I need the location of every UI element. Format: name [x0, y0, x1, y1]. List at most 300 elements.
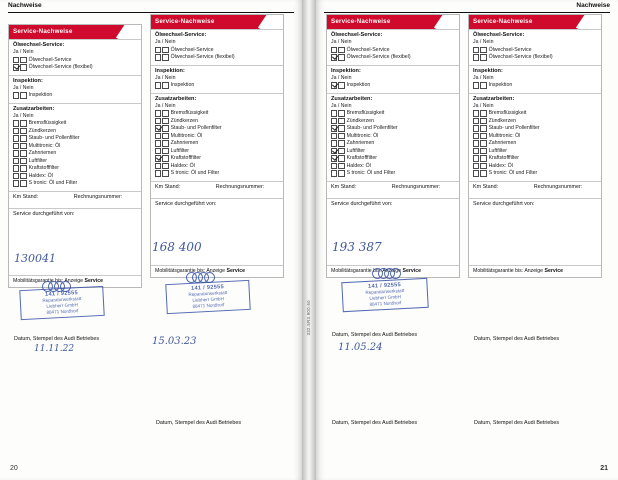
- section-title-inspection: Inspektion:: [155, 67, 185, 74]
- option-label: Multitronic: Öl: [488, 132, 521, 139]
- service-performed-by-label: [9, 208, 141, 219]
- option-multitronic-oil[interactable]: [331, 133, 455, 140]
- checkbox-nein[interactable]: [20, 143, 26, 149]
- option-brake-fluid[interactable]: [331, 110, 455, 117]
- workshop-stamp-2: [165, 280, 250, 314]
- card-title: Service-Nachweise: [473, 18, 533, 25]
- option-oil-service-flex[interactable]: [473, 54, 597, 61]
- card-header: [327, 15, 459, 29]
- invoice-number-field[interactable]: [212, 182, 283, 198]
- checkbox-nein[interactable]: [162, 125, 168, 131]
- option-label: Luftfilter: [28, 157, 48, 164]
- checkbox-ja[interactable]: [13, 57, 19, 63]
- mobility-service-word: Service: [226, 267, 245, 274]
- section-title-extra: Zusatzarbeiten:: [13, 105, 55, 112]
- ja-nein-label: Ja / Nein: [473, 39, 494, 45]
- option-label: Bremsflüssigkeit: [346, 110, 385, 116]
- option-label: Ölwechsel-Service (flexibel): [488, 54, 553, 60]
- section-extra-work: [327, 93, 459, 181]
- stamp-line-4: 88471 Nordhorf: [46, 308, 79, 315]
- option-timing-belt[interactable]: [473, 140, 597, 147]
- option-label: Zündkerzen: [488, 117, 516, 124]
- checkbox-nein[interactable]: [20, 150, 26, 156]
- option-label: Ölwechsel-Service: [488, 46, 532, 53]
- datum-stempel-label-1: Datum, Stempel des Audi Betriebes: [14, 336, 100, 342]
- checkbox-nein[interactable]: [162, 133, 168, 139]
- option-brake-fluid[interactable]: [13, 120, 137, 127]
- option-timing-belt[interactable]: [13, 150, 137, 157]
- checkbox-nein[interactable]: [338, 170, 344, 176]
- checkbox-nein[interactable]: [480, 170, 486, 176]
- option-inspection[interactable]: [155, 82, 279, 89]
- ja-nein-label: Ja / Nein: [331, 74, 352, 81]
- option-oil-service-flex[interactable]: [13, 64, 137, 71]
- option-air-filter[interactable]: [13, 158, 137, 165]
- option-fuel-filter[interactable]: [13, 165, 137, 172]
- option-stronic-oil-filter[interactable]: [13, 180, 137, 187]
- handwritten-date-2: 15.03.23: [152, 336, 197, 347]
- checkbox-nein[interactable]: [338, 110, 344, 116]
- section-extra-work: [469, 93, 601, 181]
- checkbox-nein[interactable]: [338, 140, 344, 146]
- option-dust-pollen-filter[interactable]: [155, 125, 279, 132]
- ja-nein-label: Ja / Nein: [331, 102, 352, 109]
- section-title-inspection: Inspektion:: [13, 77, 43, 84]
- option-label: Kraftstofffilter: [170, 155, 201, 161]
- option-oil-service[interactable]: [155, 47, 279, 54]
- ja-nein-label: Ja / Nein: [13, 49, 34, 55]
- option-label: Inspektion: [346, 82, 371, 88]
- checkbox-ja[interactable]: [473, 54, 479, 60]
- checkbox-nein[interactable]: [480, 125, 486, 131]
- km-stand-field[interactable]: [151, 182, 212, 198]
- section-title-extra: Zusatzarbeiten:: [331, 95, 373, 102]
- option-inspection[interactable]: [13, 92, 137, 99]
- option-label: Bremsflüssigkeit: [488, 110, 527, 116]
- checkbox-nein[interactable]: [162, 155, 168, 161]
- option-label: Ölwechsel-Service: [28, 56, 72, 63]
- checkbox-ja[interactable]: [331, 47, 337, 53]
- option-label: Multitronic: Öl: [346, 132, 379, 139]
- checkbox-nein[interactable]: [162, 110, 168, 116]
- checkbox-ja[interactable]: [13, 165, 19, 171]
- option-brake-fluid[interactable]: [473, 110, 597, 117]
- stamp-line-2: Reparaturwerkstatt: [365, 287, 405, 296]
- checkbox-ja[interactable]: [155, 140, 161, 146]
- service-performed-by-label: [469, 198, 601, 209]
- checkbox-ja[interactable]: [473, 163, 479, 169]
- ja-nein-label: Ja / Nein: [331, 39, 352, 45]
- checkbox-ja[interactable]: [13, 135, 19, 141]
- checkbox-nein[interactable]: [20, 64, 26, 70]
- checkbox-nein[interactable]: [480, 163, 486, 169]
- section-title-oil: Ölwechsel-Service:: [13, 42, 65, 48]
- stamp-line-2: Reparaturwerkstatt: [188, 289, 228, 298]
- option-dust-pollen-filter[interactable]: [473, 125, 597, 132]
- ja-nein-label: Ja / Nein: [155, 74, 176, 81]
- checkbox-nein[interactable]: [338, 54, 344, 60]
- service-done-text: Service durchgeführt von:: [331, 200, 393, 207]
- checkbox-ja[interactable]: [331, 125, 337, 131]
- checkbox-ja[interactable]: [155, 170, 161, 176]
- card-title: Service-Nachweise: [13, 28, 73, 35]
- option-label: S tronic: Öl und Filter: [346, 170, 396, 176]
- option-label: Kraftstofffilter: [488, 155, 519, 161]
- checkbox-ja[interactable]: [331, 155, 337, 161]
- checkbox-ja[interactable]: [473, 148, 479, 154]
- option-label: Zündkerzen: [346, 117, 374, 124]
- option-label: Haldex: Öl: [346, 162, 371, 169]
- service-record-card-4[interactable]: [468, 14, 602, 278]
- page-left: [0, 0, 302, 480]
- mobility-label: Mobilitätsgarantie bis: Anzeige: [13, 277, 85, 284]
- stamp-line-2: Reparaturwerkstatt: [42, 295, 82, 304]
- card-title: Service-Nachweise: [155, 18, 215, 25]
- option-oil-service-flex[interactable]: [155, 54, 279, 61]
- datum-stempel-label-3: Datum, Stempel des Audi Betriebes: [332, 332, 418, 338]
- checkbox-ja[interactable]: [331, 118, 337, 124]
- option-stronic-oil-filter[interactable]: [473, 170, 597, 177]
- ja-nein-label: Ja / Nein: [155, 102, 176, 109]
- invoice-number-field[interactable]: [388, 182, 459, 198]
- option-haldex-oil[interactable]: [331, 163, 455, 170]
- option-dust-pollen-filter[interactable]: [331, 125, 455, 132]
- checkbox-ja[interactable]: [331, 163, 337, 169]
- option-label: Luftfilter: [346, 147, 366, 154]
- checkbox-nein[interactable]: [480, 118, 486, 124]
- mobility-label: Mobilitätsgarantie bis: Anzeige: [331, 267, 403, 274]
- option-label: Haldex: Öl: [488, 162, 513, 169]
- mobility-service-word: Service: [544, 267, 563, 274]
- stamp-line-3: Liebherr GmbH: [46, 302, 78, 309]
- service-record-card-3[interactable]: [326, 14, 460, 278]
- option-label: Inspektion: [488, 82, 513, 88]
- option-haldex-oil[interactable]: [155, 163, 279, 170]
- option-label: Luftfilter: [170, 147, 190, 154]
- service-performed-by-label: [327, 198, 459, 209]
- km-invoice-row: [327, 181, 459, 198]
- km-invoice-row: [469, 181, 601, 198]
- checkbox-ja[interactable]: [155, 82, 161, 88]
- option-label: Inspektion: [170, 82, 195, 88]
- checkbox-ja[interactable]: [473, 118, 479, 124]
- stamp-line-1: 141 / 92555: [44, 290, 79, 298]
- checkbox-nein[interactable]: [162, 118, 168, 124]
- workshop-stamp-3: [341, 278, 428, 312]
- option-fuel-filter[interactable]: [473, 155, 597, 162]
- checkbox-ja[interactable]: [13, 150, 19, 156]
- option-label: Haldex: Öl: [170, 162, 195, 169]
- page-gutter: [302, 0, 316, 480]
- invoice-number-label: Rechnungsnummer:: [391, 183, 441, 190]
- option-spark-plugs[interactable]: [13, 128, 137, 135]
- checkbox-ja[interactable]: [13, 180, 19, 186]
- option-label: Luftfilter: [488, 147, 508, 154]
- section-title-inspection: Inspektion:: [473, 67, 503, 74]
- checkbox-nein[interactable]: [480, 110, 486, 116]
- option-oil-service[interactable]: [473, 47, 597, 54]
- ja-nein-label: Ja / Nein: [473, 102, 494, 109]
- section-extra-work: [9, 103, 141, 191]
- checkbox-nein[interactable]: [480, 148, 486, 154]
- service-done-text: Service durchgeführt von:: [13, 210, 75, 217]
- checkbox-nein[interactable]: [162, 140, 168, 146]
- section-inspection: [151, 65, 283, 93]
- km-stand-label: Km Stand:: [473, 183, 499, 190]
- option-label: Bremsflüssigkeit: [28, 120, 67, 126]
- mobility-label: Mobilitätsgarantie bis: Anzeige: [155, 267, 227, 274]
- option-label: Multitronic: Öl: [170, 132, 203, 139]
- ja-nein-label: Ja / Nein: [155, 39, 176, 45]
- option-label: Ölwechsel-Service (flexibel): [28, 64, 93, 70]
- option-oil-service[interactable]: [13, 57, 137, 64]
- checkbox-ja[interactable]: [473, 110, 479, 116]
- checkbox-ja[interactable]: [155, 148, 161, 154]
- checkbox-ja[interactable]: [155, 118, 161, 124]
- option-timing-belt[interactable]: [155, 140, 279, 147]
- section-oil-service: [9, 39, 141, 75]
- invoice-number-label: Rechnungsnummer:: [215, 183, 265, 190]
- checkbox-nein[interactable]: [480, 82, 486, 88]
- header-rule-left: [8, 12, 294, 13]
- option-label: Staub- und Pollenfilter: [170, 125, 222, 131]
- option-oil-service-flex[interactable]: [331, 54, 455, 61]
- km-stand-field[interactable]: [9, 192, 70, 208]
- option-inspection[interactable]: [331, 82, 455, 89]
- checkbox-ja[interactable]: [155, 110, 161, 116]
- header-rule-right: [324, 12, 610, 13]
- mobility-service-word: Service: [402, 267, 421, 274]
- checkbox-nein[interactable]: [20, 180, 26, 186]
- header-label-right: Nachweise: [576, 2, 610, 9]
- km-stand-field[interactable]: [327, 182, 388, 198]
- option-label: Kraftstofffilter: [346, 155, 377, 161]
- option-stronic-oil-filter[interactable]: [155, 170, 279, 177]
- option-brake-fluid[interactable]: [155, 110, 279, 117]
- checkbox-ja[interactable]: [473, 125, 479, 131]
- checkbox-nein[interactable]: [20, 173, 26, 179]
- checkbox-ja[interactable]: [13, 158, 19, 164]
- checkbox-nein[interactable]: [20, 165, 26, 171]
- stamp-line-1: 141 / 92555: [190, 284, 225, 292]
- option-label: Kraftstofffilter: [28, 165, 59, 171]
- checkbox-ja[interactable]: [473, 82, 479, 88]
- option-label: Staub- und Pollenfilter: [28, 135, 80, 141]
- checkbox-ja[interactable]: [155, 133, 161, 139]
- option-label: Multitronic: Öl: [28, 142, 61, 149]
- checkbox-ja[interactable]: [155, 47, 161, 53]
- checkbox-nein[interactable]: [338, 148, 344, 154]
- datum-stempel-label-3b: Datum, Stempel des Audi Betriebes: [332, 420, 418, 426]
- handwritten-date-1: 11.11.22: [34, 344, 75, 354]
- checkbox-ja[interactable]: [331, 82, 337, 88]
- checkbox-nein[interactable]: [338, 118, 344, 124]
- checkbox-nein[interactable]: [20, 92, 26, 98]
- ja-nein-label: Ja / Nein: [13, 112, 34, 119]
- ja-nein-label: Ja / Nein: [473, 74, 494, 81]
- handwritten-km-2: 168 400: [152, 240, 202, 254]
- option-air-filter[interactable]: [331, 148, 455, 155]
- option-label: S tronic: Öl und Filter: [488, 170, 538, 176]
- checkbox-nein[interactable]: [162, 170, 168, 176]
- invoice-number-label: Rechnungsnummer:: [73, 193, 123, 200]
- option-haldex-oil[interactable]: [473, 163, 597, 170]
- checkbox-nein[interactable]: [162, 82, 168, 88]
- option-label: Zündkerzen: [28, 127, 56, 134]
- checkbox-ja[interactable]: [13, 143, 19, 149]
- page-right: [316, 0, 618, 480]
- option-label: Inspektion: [28, 92, 53, 98]
- option-label: Zahnriemen: [28, 150, 57, 156]
- checkbox-ja[interactable]: [331, 110, 337, 116]
- section-title-oil: Ölwechsel-Service:: [473, 32, 525, 38]
- checkbox-nein[interactable]: [20, 120, 26, 126]
- folio-left: 20: [10, 465, 18, 472]
- stamp-area-2[interactable]: [151, 209, 283, 265]
- service-record-card-1[interactable]: [8, 24, 142, 288]
- mobility-label: Mobilitätsgarantie bis: Anzeige: [473, 267, 545, 274]
- checkbox-ja[interactable]: [155, 163, 161, 169]
- option-fuel-filter[interactable]: [331, 155, 455, 162]
- section-inspection: [9, 75, 141, 103]
- card-header: [469, 15, 601, 29]
- option-stronic-oil-filter[interactable]: [331, 170, 455, 177]
- header-label-left: Nachweise: [8, 2, 42, 9]
- checkbox-ja[interactable]: [473, 170, 479, 176]
- checkbox-ja[interactable]: [155, 155, 161, 161]
- checkbox-nein[interactable]: [480, 47, 486, 53]
- option-fuel-filter[interactable]: [155, 155, 279, 162]
- option-label: Ölwechsel-Service: [170, 46, 214, 53]
- option-dust-pollen-filter[interactable]: [13, 135, 137, 142]
- datum-stempel-label-2: Datum, Stempel des Audi Betriebes: [156, 420, 242, 426]
- option-multitronic-oil[interactable]: [13, 143, 137, 150]
- option-label: Ölwechsel-Service (flexibel): [170, 54, 235, 60]
- stamp-area-3[interactable]: [327, 209, 459, 265]
- handwritten-km-1: 130041: [14, 252, 56, 265]
- gutter-code: 332.5R3.900.60: [306, 300, 311, 336]
- option-multitronic-oil[interactable]: [473, 133, 597, 140]
- checkbox-ja[interactable]: [331, 140, 337, 146]
- checkbox-nein[interactable]: [20, 128, 26, 134]
- section-title-oil: Ölwechsel-Service:: [155, 32, 207, 38]
- checkbox-ja[interactable]: [473, 140, 479, 146]
- folio-right: 21: [600, 465, 608, 472]
- checkbox-nein[interactable]: [338, 47, 344, 53]
- km-stand-label: Km Stand:: [155, 183, 181, 190]
- option-spark-plugs[interactable]: [331, 118, 455, 125]
- checkbox-nein[interactable]: [162, 163, 168, 169]
- checkbox-ja[interactable]: [13, 64, 19, 70]
- option-label: Ölwechsel-Service: [346, 46, 390, 53]
- section-title-oil: Ölwechsel-Service:: [331, 32, 383, 38]
- section-title-extra: Zusatzarbeiten:: [473, 95, 515, 102]
- stamp-line-1: 141 / 92555: [367, 282, 402, 290]
- checkbox-ja[interactable]: [331, 54, 337, 60]
- invoice-number-field[interactable]: [70, 192, 141, 208]
- option-haldex-oil[interactable]: [13, 173, 137, 180]
- option-label: Zahnriemen: [488, 140, 517, 146]
- checkbox-nein[interactable]: [338, 155, 344, 161]
- checkbox-nein[interactable]: [162, 54, 168, 60]
- checkbox-ja[interactable]: [331, 170, 337, 176]
- card-header: [151, 15, 283, 29]
- km-stand-label: Km Stand:: [331, 183, 357, 190]
- option-timing-belt[interactable]: [331, 140, 455, 147]
- option-multitronic-oil[interactable]: [155, 133, 279, 140]
- checkbox-ja[interactable]: [473, 133, 479, 139]
- checkbox-nein[interactable]: [20, 135, 26, 141]
- checkbox-nein[interactable]: [480, 133, 486, 139]
- checkbox-ja[interactable]: [13, 120, 19, 126]
- option-label: Bremsflüssigkeit: [170, 110, 209, 116]
- section-inspection: [469, 65, 601, 93]
- checkbox-nein[interactable]: [480, 140, 486, 146]
- stamp-area-4[interactable]: [469, 209, 601, 265]
- checkbox-ja[interactable]: [13, 92, 19, 98]
- stamp-area-1[interactable]: [9, 219, 141, 275]
- km-invoice-row: [9, 191, 141, 208]
- option-label: S tronic: Öl und Filter: [28, 180, 78, 186]
- section-oil-service: [327, 29, 459, 65]
- checkbox-nein[interactable]: [338, 163, 344, 169]
- section-extra-work: [151, 93, 283, 181]
- option-spark-plugs[interactable]: [473, 118, 597, 125]
- checkbox-nein[interactable]: [338, 125, 344, 131]
- stamp-line-3: Liebherr GmbH: [369, 294, 401, 301]
- checkbox-ja[interactable]: [155, 125, 161, 131]
- checkbox-nein[interactable]: [162, 47, 168, 53]
- option-oil-service[interactable]: [331, 47, 455, 54]
- handwritten-date-3: 11.05.24: [338, 342, 383, 353]
- datum-stempel-label-4b: Datum, Stempel des Audi Betriebes: [474, 420, 560, 426]
- service-record-card-2[interactable]: [150, 14, 284, 278]
- checkbox-nein[interactable]: [162, 148, 168, 154]
- checkbox-ja[interactable]: [331, 133, 337, 139]
- section-oil-service: [469, 29, 601, 65]
- checkbox-nein[interactable]: [338, 82, 344, 88]
- checkbox-ja[interactable]: [13, 173, 19, 179]
- option-air-filter[interactable]: [155, 148, 279, 155]
- checkbox-nein[interactable]: [338, 133, 344, 139]
- option-air-filter[interactable]: [473, 148, 597, 155]
- handwritten-km-3: 193 387: [332, 240, 382, 254]
- km-stand-field[interactable]: [469, 182, 530, 198]
- checkbox-ja[interactable]: [331, 148, 337, 154]
- section-inspection: [327, 65, 459, 93]
- checkbox-ja[interactable]: [155, 54, 161, 60]
- checkbox-nein[interactable]: [20, 158, 26, 164]
- option-inspection[interactable]: [473, 82, 597, 89]
- option-spark-plugs[interactable]: [155, 118, 279, 125]
- checkbox-nein[interactable]: [20, 57, 26, 63]
- checkbox-nein[interactable]: [480, 155, 486, 161]
- service-done-text: Service durchgeführt von:: [155, 200, 217, 207]
- checkbox-ja[interactable]: [473, 155, 479, 161]
- invoice-number-label: Rechnungsnummer:: [533, 183, 583, 190]
- stamp-line-3: Liebherr GmbH: [192, 296, 224, 303]
- mobility-guarantee-row: [469, 265, 601, 277]
- invoice-number-field[interactable]: [530, 182, 601, 198]
- datum-stempel-label-4: Datum, Stempel des Audi Betriebes: [474, 336, 560, 342]
- km-stand-label: Km Stand:: [13, 193, 39, 200]
- checkbox-ja[interactable]: [13, 128, 19, 134]
- section-title-inspection: Inspektion:: [331, 67, 361, 74]
- workshop-stamp-1: [19, 286, 104, 320]
- service-done-text: Service durchgeführt von:: [473, 200, 535, 207]
- checkbox-ja[interactable]: [473, 47, 479, 53]
- checkbox-nein[interactable]: [480, 54, 486, 60]
